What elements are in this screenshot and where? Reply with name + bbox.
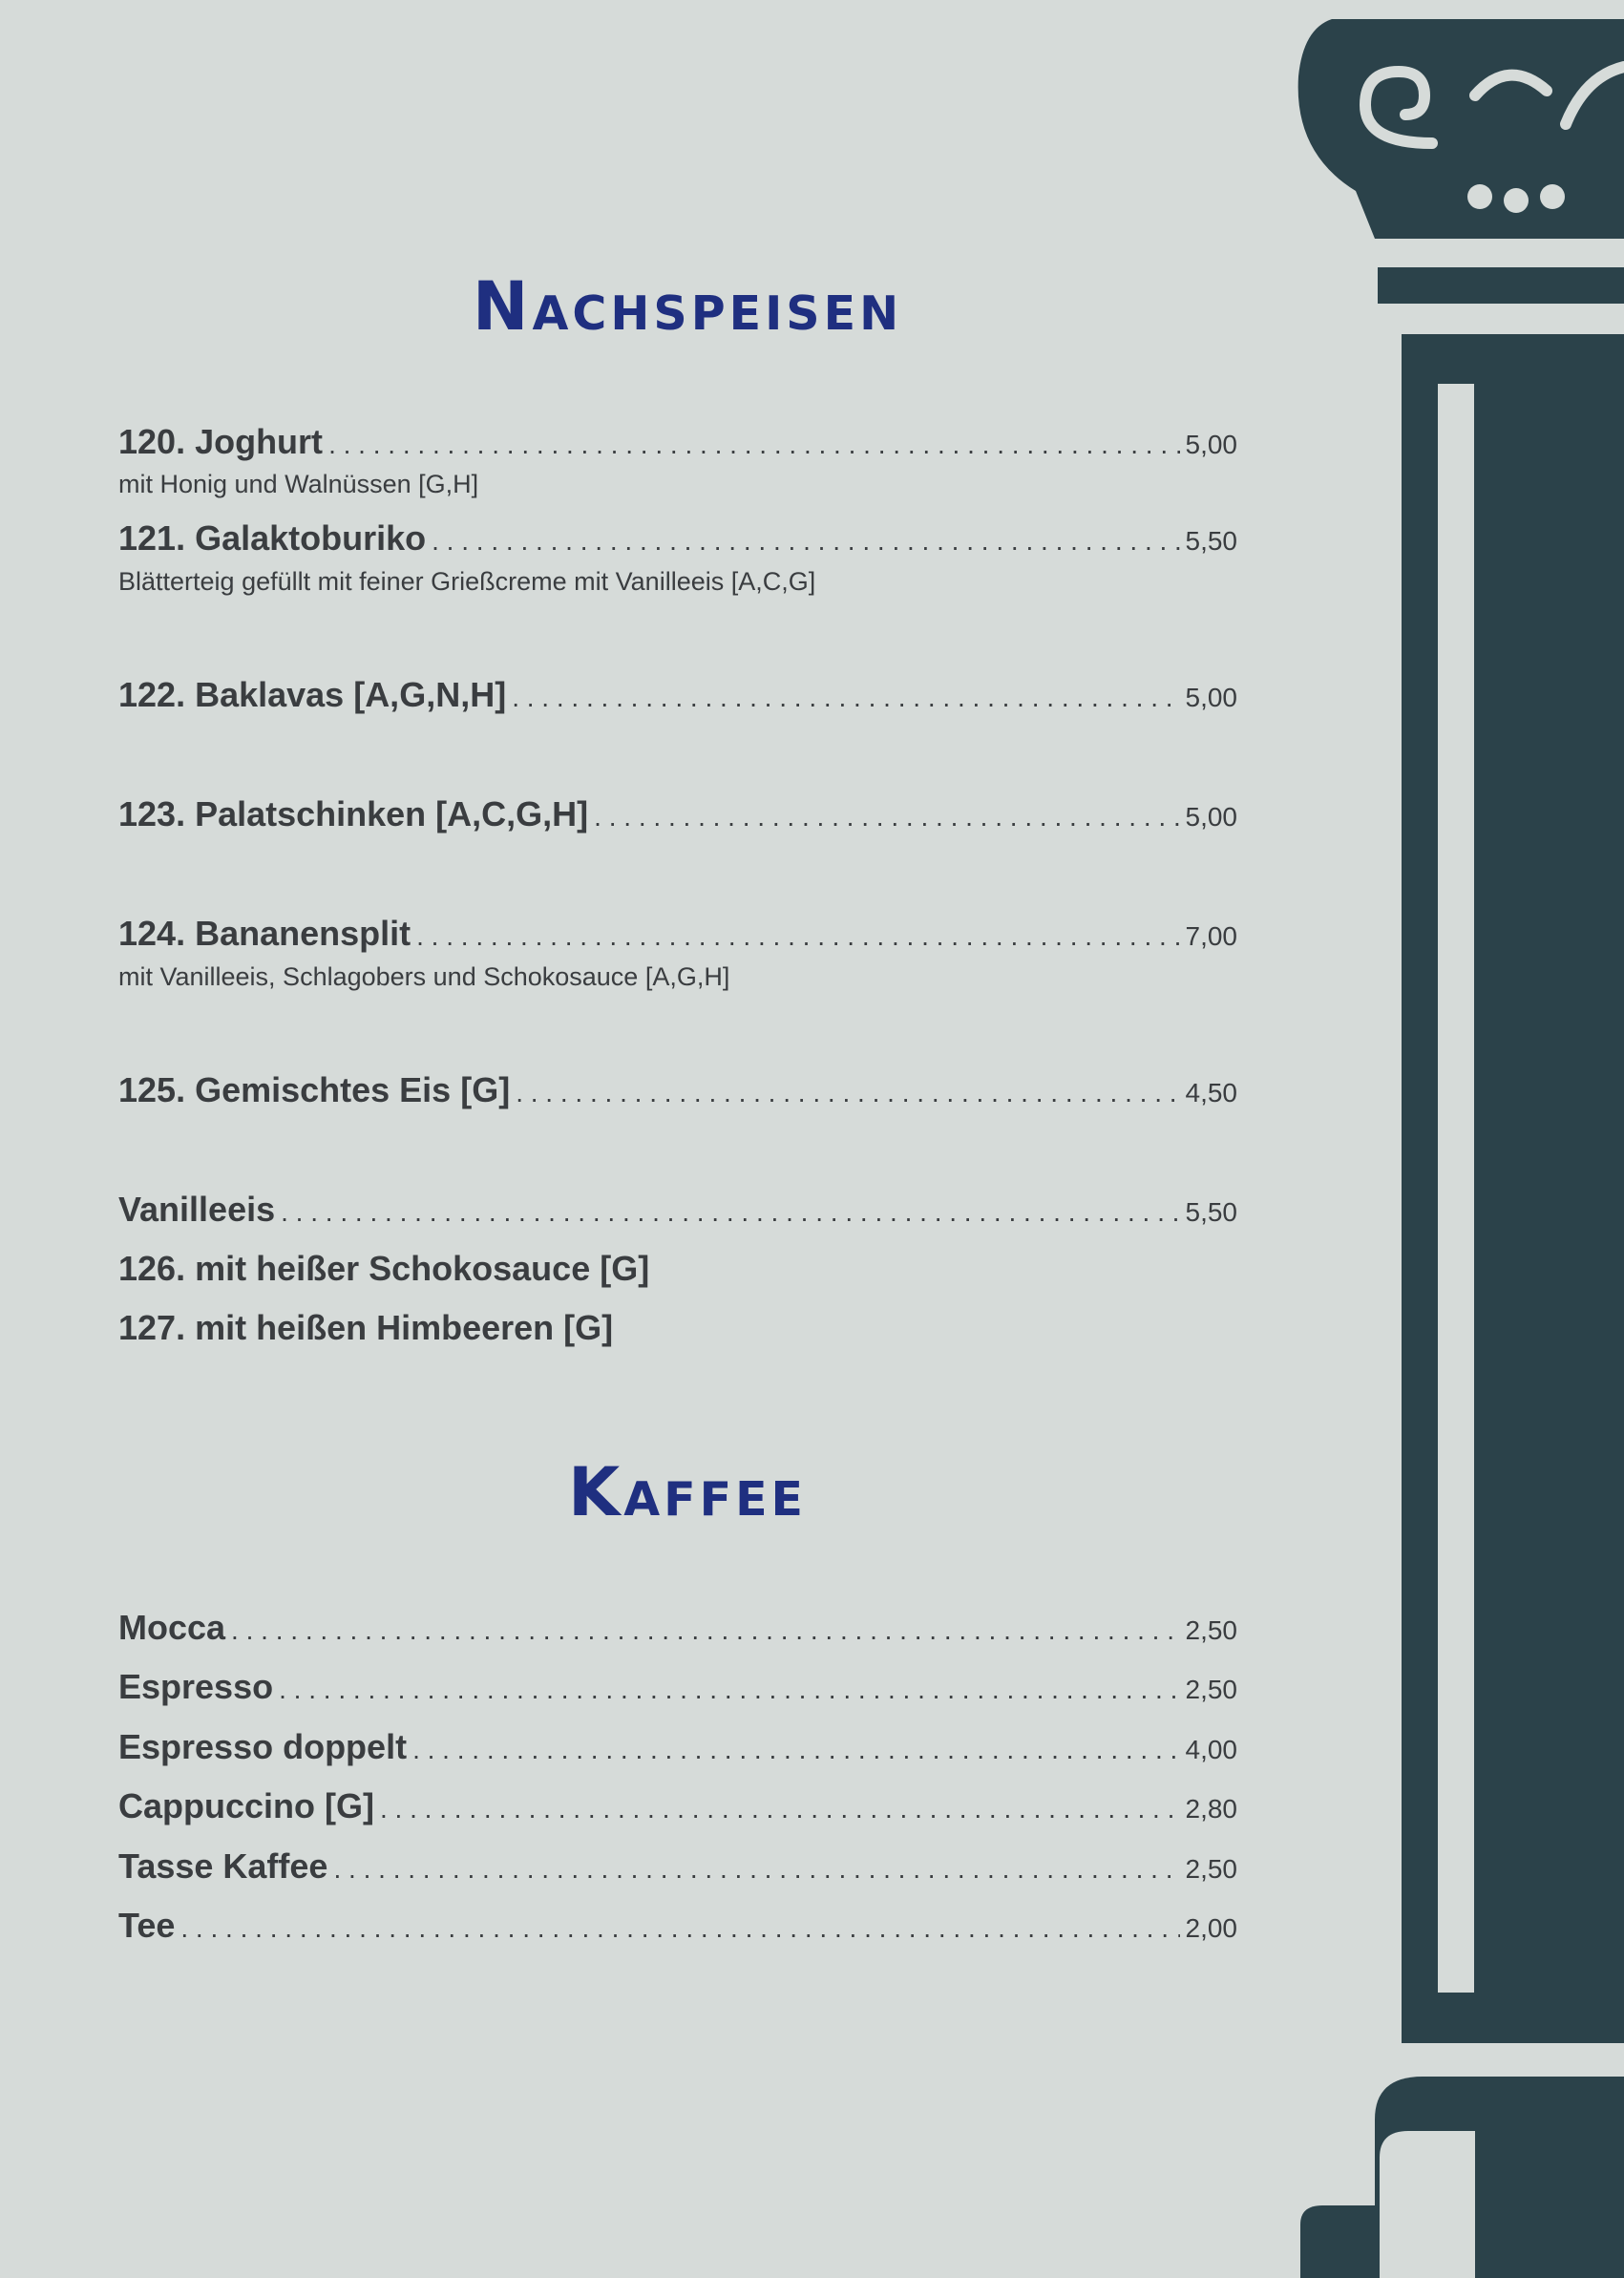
item-price: 5,00 (1185, 802, 1237, 832)
menu-item (118, 675, 1237, 715)
menu-item (118, 1070, 1237, 1110)
item-price: 4,50 (1185, 1078, 1237, 1107)
menu-item (118, 1906, 1237, 1946)
dot-leader (594, 802, 1179, 833)
dot-leader (231, 1615, 1179, 1646)
dot-leader (279, 1675, 1179, 1705)
dot-leader (516, 1078, 1179, 1108)
item-name: Espresso doppelt (118, 1727, 408, 1766)
item-name: Tee (118, 1906, 176, 1945)
item-price: 5,50 (1185, 526, 1237, 556)
item-description: Blätterteig gefüllt mit feiner Grießcreme mit Vanilleeis [A,C,G] (118, 567, 816, 596)
item-price: 5,00 (1185, 683, 1237, 712)
dot-leader (180, 1913, 1179, 1944)
menu-item (118, 794, 1237, 834)
menu-item (118, 1846, 1237, 1887)
item-name: 125. Gemischtes Eis [G] (118, 1070, 511, 1109)
menu-item (118, 422, 1237, 462)
item-description: mit Vanilleeis, Schlagobers und Schokosauce [A,G,H] (118, 962, 730, 991)
item-name: Vanilleeis (118, 1190, 276, 1229)
menu-item (118, 1608, 1237, 1648)
dot-leader (412, 1735, 1179, 1765)
dot-leader (416, 921, 1179, 952)
menu-item (118, 1786, 1237, 1826)
item-price: 2,50 (1185, 1675, 1237, 1704)
dot-leader (328, 430, 1179, 460)
item-name: 123. Palatschinken [A,C,G,H] (118, 794, 589, 833)
item-price: 7,00 (1185, 921, 1237, 951)
sub-item: 126. mit heißer Schokosauce [G] (118, 1249, 650, 1288)
dot-leader (281, 1197, 1179, 1228)
item-name: Cappuccino [G] (118, 1786, 374, 1825)
item-price: 5,50 (1185, 1197, 1237, 1227)
section-title-nachspeisen: Nachspeisen (472, 267, 903, 346)
item-name: 121. Galaktoburiko (118, 518, 427, 558)
item-description: mit Honig und Walnüssen [G,H] (118, 470, 479, 498)
item-price: 2,80 (1185, 1794, 1237, 1824)
item-price: 2,50 (1185, 1615, 1237, 1645)
section-title-kaffee: Kaffee (567, 1453, 808, 1531)
dot-leader (380, 1794, 1180, 1825)
dot-leader (333, 1854, 1179, 1885)
item-price: 2,00 (1185, 1913, 1237, 1943)
menu-item (118, 1667, 1237, 1707)
item-name: 120. Joghurt (118, 422, 324, 461)
item-name: Tasse Kaffee (118, 1846, 328, 1886)
item-price: 4,00 (1185, 1735, 1237, 1764)
item-name: Mocca (118, 1608, 226, 1647)
menu-item (118, 914, 1237, 954)
menu-item (118, 518, 1237, 559)
menu-item (118, 1190, 1237, 1230)
item-price: 5,00 (1185, 430, 1237, 459)
item-name: Espresso (118, 1667, 274, 1706)
dot-leader (512, 683, 1179, 713)
dot-leader (432, 526, 1179, 557)
item-name: 124. Bananensplit (118, 914, 411, 953)
sub-item: 127. mit heißen Himbeeren [G] (118, 1308, 614, 1347)
item-name: 122. Baklavas [A,G,N,H] (118, 675, 507, 714)
menu-item (118, 1727, 1237, 1767)
item-price: 2,50 (1185, 1854, 1237, 1884)
